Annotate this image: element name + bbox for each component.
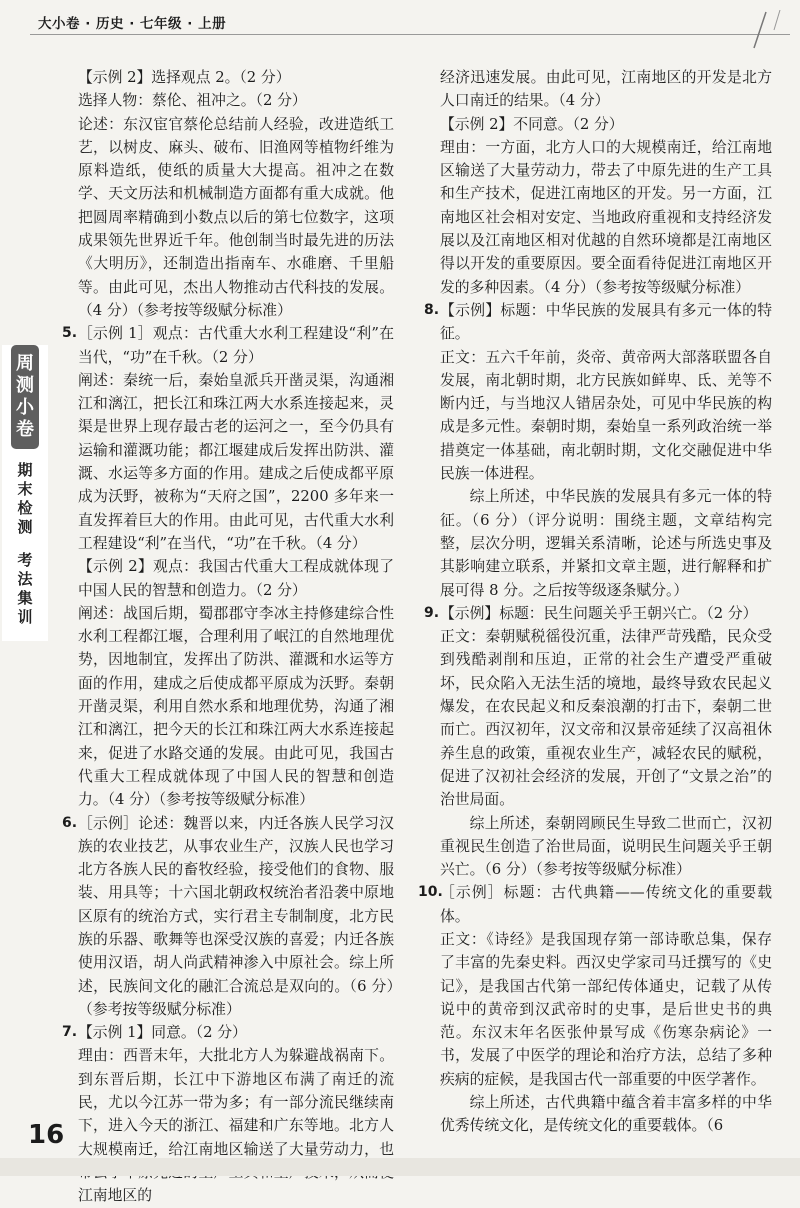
answer-line: 【示例 2】不同意。（2 分） — [440, 115, 624, 133]
bottom-edge — [0, 1158, 800, 1176]
question-number: 5. — [62, 325, 78, 342]
answer-line: 正文：五六千年前，炎帝、黄帝两大部落联盟各自发展，南北朝时期，北方民族如鲜卑、氐、羌等不断内迁，与当地汉人错居杂处，可见中华民族的构成是多元性。秦朝时期，秦始皇一系列政治统一举措奠定一体基础，南北朝时期，文化交融促进中华民族一体进程。 — [440, 348, 772, 483]
answer-line: ［示例 1］观点：古代重大水利工程建设“利”在当代，“功”在千秋。（2 分） — [78, 325, 394, 366]
left-column — [62, 66, 394, 1208]
sidebar-tab-weekly[interactable]: 周测小卷 — [11, 345, 39, 449]
answer-line: ［示例］标题：古代典籍——传统文化的重要载体。 — [440, 884, 772, 925]
question-number: 10. — [418, 884, 443, 901]
sidebar-tab-practice[interactable]: 考法集训 — [17, 551, 33, 626]
answer-line: 理由：一方面，北方人口的大规模南迁，给江南地区输送了大量劳动力，带去了中原先进的生产工具和生产技术，促进江南地区的开发。另一方面，江南地区社会相对安定、当地政府重视和支持经济发展以及江南地区相对优越的自然环境都是江南地区得以开发的重要原因。要全面看待促进江南地区开发的多种因素。（4 分）（参考按等级赋分标准） — [440, 138, 772, 296]
right-column — [418, 66, 772, 1138]
answer-line: 阐述：战国后期，蜀郡郡守李冰主持修建综合性水利工程都江堰，合理利用了岷江的自然地理优势，因地制宜，发挥出了防洪、灌溉和水运等方面的作用，建成之后使成都平原成为沃野。秦朝开凿灵渠，利用自然水系和地理优势，沟通了湘江和漓江，把今天的长江和珠江两大水系连接起来，促进了水路交通的发展。由此可见，我国古代重大工程成就体现了中国人民的智慧和创造力。（4 分）（参考按等级赋分标准） — [78, 604, 394, 809]
summary-line: 综上所述，古代典籍中蕴含着丰富多样的中华优秀传统文化，是传统文化的重要载体。（6 — [440, 1094, 772, 1135]
page-header: 大小卷 · 历史 · 七年级 · 上册 — [38, 16, 227, 32]
question-6 — [62, 812, 394, 1022]
answer-line: 【示例 1】同意。（2 分） — [78, 1024, 247, 1042]
answer-line: 【示例】标题：中华民族的发展具有多元一体的特征。 — [440, 301, 772, 343]
answer-line: 论述：东汉宦官蔡伦总结前人经验，改进造纸工艺，以树皮、麻头、破布、旧渔网等植物纤维为原料造纸，使纸的质量大大提高。祖冲之在数学、天文历法和机械制造方面都有重大成就。他把圆周率精确到小数点以后的第七位数字，这项成果领先世界近千年。他创制当时最先进的历法《大明历》，还制造出指南车、水碓磨、千里船等。由此可见，杰出人物推动古代科技的发展。（4 分）（参考按等级赋分标准） — [78, 115, 394, 319]
answer-line: ［示例］论述：魏晋以来，内迁各族人民学习汉族的农业技艺，从事农业生产，汉族人民也学习北方各族人民的畜牧经验，接受他们的食物、服装、用具等；十六国北朝政权统治者沿袭中原地区原有的统治方式，实行君主专制制度，北方民族的乐器、歌舞等也深受汉族的喜爱；内迁各族使用汉语，胡人尚武精神渗入中原社会。综上所述，民族间文化的融汇合流总是双向的。（6 分）（参考按等级赋分标准） — [78, 814, 394, 1018]
question-5 — [62, 322, 394, 811]
answer-line: 正文：秦朝赋税徭役沉重，法律严苛残酷，民众受到残酷剥削和压迫，正常的社会生产遭受严重破坏，民众陷入无法生活的境地，最终导致农民起义爆发，在农民起义和反秦浪潮的打击下，秦朝二世而亡。西汉初年，汉文帝和汉景帝延续了汉高祖休养生息的政策，重视农业生产，减轻农民的赋税，促进了汉初社会经济的发展，开创了“文景之治”的治世局面。 — [440, 628, 772, 809]
sidebar-tab-final[interactable]: 期末检测 — [17, 461, 33, 536]
question-number: 7. — [62, 1024, 78, 1041]
answer-line: 经济迅速发展。由此可见，江南地区的开发是北方人口南迁的结果。（4 分） — [440, 69, 772, 110]
answer-line: 阐述：秦统一后，秦始皇派兵开凿灵渠，沟通湘江和漓江，把长江和珠江两大水系连接起来，灵渠是世界上现存最古老的运河之一，至今仍具有运输和灌溉功能；都江堰建成后发挥出防洪、灌溉、水运等多方面的作用。建成之后使成都平原成为沃野，被称为“天府之国”，2200 多年来一直发挥着巨大的作用。由此可见，古代重大水利工程建设“利”在当代，“功”在千秋。（4 分） — [78, 371, 394, 552]
question-10 — [418, 881, 772, 1137]
question-number: 6. — [62, 814, 78, 831]
answer-line: 【示例 2】选择观点 2。（2 分） — [78, 69, 291, 86]
question-number: 9. — [424, 604, 440, 621]
question-number: 8. — [424, 301, 440, 318]
sidebar — [2, 345, 48, 641]
corner-mark — [736, 10, 786, 50]
answer-line: 理由：西晋末年，大批北方人为躲避战祸南下。到东晋后期，长江中下游地区布满了南迁的流民，尤以今江苏一带为多；有一部分流民继续南下，进入今天的浙江、福建和广东等地。北方人大规模南迁，给江南地区输送了大量劳动力，也 江南地区的 — [78, 1047, 394, 1205]
header-divider — [30, 34, 790, 35]
summary-line: 综上所述，中华民族的发展具有多元一体的特征。（6 分）（评分说明：围绕主题，文章结构完整，层次分明，逻辑关系清晰，论述与所选史事及其影响建立联系，并紧扣文章主题，进行解释和扩展可得 8 分。之后按等级逐条赋分。） — [440, 488, 772, 599]
answer-line: 【示例 2】观点：我国古代重大工程成就体现了中国人民的智慧和创造力。（2 分） — [78, 558, 394, 599]
answer-line: 正文：《诗经》是我国现存第一部诗歌总集，保存了丰富的先秦史料。西汉史学家司马迁撰写的《史记》，是我国古代第一部纪传体通史，记载了从传说中的黄帝到汉武帝时的史事，是后世史书的典范。东汉末年名医张仲景写成《伤寒杂病论》一书，发展了中医学的理论和治疗方法，总结了多种疾病的症候，是我国古代一部重要的中医学著作。 — [440, 930, 772, 1088]
question-7 — [62, 1021, 394, 1207]
question-8 — [424, 299, 772, 602]
question-9 — [424, 602, 772, 882]
summary-line: 综上所述，秦朝罔顾民生导致二世而亡，汉初重视民生创造了治世局面，说明民生问题关乎王朝兴亡。（6 分）（参考按等级赋分标准） — [440, 814, 772, 879]
answer-line: 选择人物：蔡伦、祖冲之。（2 分） — [78, 92, 307, 110]
page-number: 16 — [28, 1120, 65, 1150]
answer-line: 【示例】标题：民生问题关乎王朝兴亡。（2 分） — [440, 604, 758, 622]
